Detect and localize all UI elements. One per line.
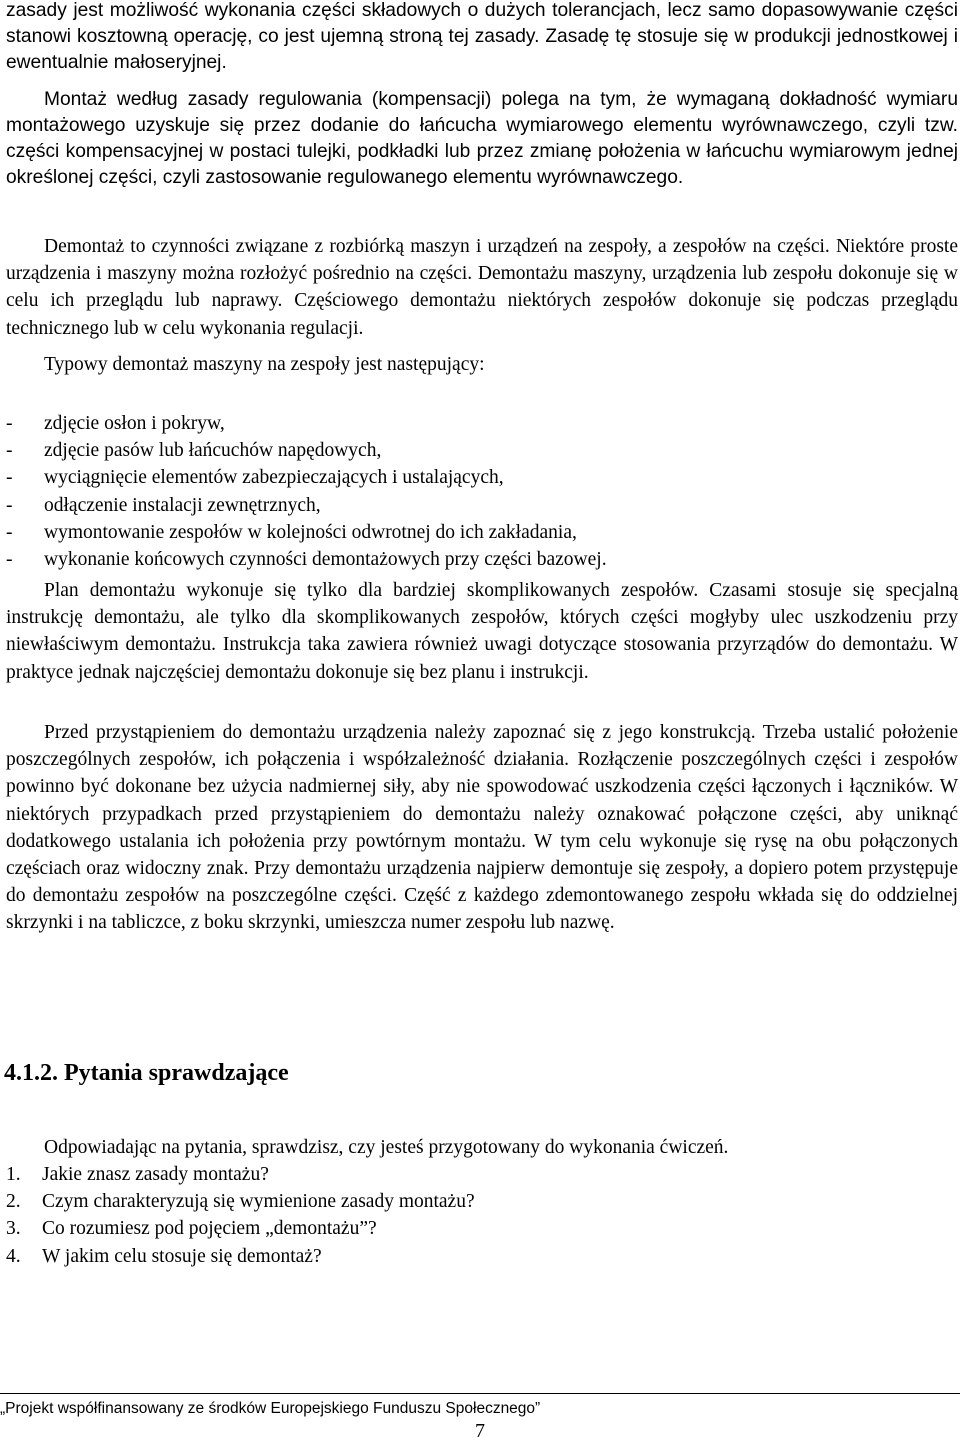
list-item	[6, 464, 607, 491]
paragraph-demontaz-definition: Demontaż to czynności związane z rozbiórką maszyn i urządzeń na zespoły, a zespołów na części. Niektóre proste urządzenia i maszyny można rozłożyć pośrednio na części. Demontażu maszyny, urządzenia lub zespołu dokonuje się w celu ich przeglądu lub naprawy. Częściowego demontażu niektórych zespołów dokonuje się podczas przeglądu technicznego lub w celu wykonania regulacji.	[6, 236, 958, 339]
questions-intro: Odpowiadając na pytania, sprawdzisz, czy jesteś przygotowany do wykonania ćwiczeń.	[44, 1137, 729, 1158]
footer-text: „Projekt współfinansowany ze środków Europejskiego Funduszu Społecznego”	[0, 1400, 541, 1417]
list-dash: -	[6, 413, 13, 434]
demontaz-steps-list	[6, 410, 607, 573]
question-text: Czym charakteryzują się wymienione zasady montażu?	[42, 1191, 475, 1213]
question-number: 4.	[6, 1245, 21, 1267]
list-item-text: zdjęcie osłon i pokryw,	[44, 413, 225, 434]
list-item-text: zdjęcie pasów lub łańcuchów napędowych,	[44, 440, 382, 462]
list-item-text: wyciągnięcie elementów zabezpieczających i ustalających,	[44, 467, 504, 489]
list-dash: -	[6, 548, 13, 570]
list-item	[6, 437, 607, 464]
paragraph-intro: zasady jest możliwość wykonania części składowych o dużych tolerancjach, lecz samo dopasowywanie części stanowi kosztowną operację, co jest ujemną stroną tej zasady. Zasadę tę stosuje się w produkcji jednostkowej i ewentualnie małoseryjnej.	[6, 0, 958, 73]
list-item	[6, 546, 607, 573]
paragraph-plan-demontazu: Plan demontażu wykonuje się tylko dla bardziej skomplikowanych zespołów. Czasami stosuje się specjalną instrukcję demontażu, ale tylko dla skomplikowanych zespołów, których części mogłyby ulec uszkodzeniu przy niewłaściwym demontażu. Instrukcja taka zawiera również uwagi dotyczące stosowania przyrządów do demontażu. W praktyce jednak najczęściej demontażu dokonuje się bez planu i instrukcji.	[6, 580, 958, 683]
question-text: W jakim celu stosuje się demontaż?	[42, 1245, 322, 1267]
page-number: 7	[475, 1420, 485, 1442]
question-number: 1.	[6, 1164, 21, 1185]
question-item	[6, 1161, 475, 1188]
question-number: 2.	[6, 1191, 21, 1213]
list-dash: -	[6, 494, 13, 516]
question-number: 3.	[6, 1218, 21, 1240]
questions-list	[6, 1161, 475, 1270]
question-text: Jakie znasz zasady montażu?	[42, 1164, 269, 1185]
question-item	[6, 1215, 475, 1242]
paragraph-montaz-regulowanie: Montaż według zasady regulowania (kompensacji) polega na tym, że wymaganą dokładność wymiaru montażowego uzyskuje się przez dodanie do łańcucha wymiarowego elementu wyrównawczego, czyli tzw. części kompensacyjnej w postaci tulejki, podkładki lub przez zmianę położenia w łańcuchu wymiarowym jednej określonej części, czyli zastosowanie regulowanego elementu wyrównawczego.	[6, 89, 958, 188]
list-item	[6, 519, 607, 546]
list-item-text: wymontowanie zespołów w kolejności odwrotnej do ich zakładania,	[44, 521, 577, 543]
list-item	[6, 492, 607, 519]
list-item-text: odłączenie instalacji zewnętrznych,	[44, 494, 321, 516]
list-dash: -	[6, 521, 13, 543]
question-item	[6, 1243, 475, 1270]
list-item-text: wykonanie końcowych czynności demontażowych przy części bazowej.	[44, 548, 607, 570]
list-dash: -	[6, 467, 13, 489]
section-heading: 4.1.2. Pytania sprawdzające	[4, 1060, 289, 1086]
question-item	[6, 1188, 475, 1215]
list-dash: -	[6, 440, 13, 462]
list-item	[6, 410, 607, 437]
question-text: Co rozumiesz pod pojęciem „demontażu”?	[42, 1218, 377, 1240]
paragraph-typowy-demontaz: Typowy demontaż maszyny na zespoły jest następujący:	[44, 354, 485, 375]
paragraph-przed-demontazem: Przed przystąpieniem do demontażu urządzenia należy zapoznać się z jego konstrukcją. Trzeba ustalić położenie poszczególnych zespołów, ich połączenia i współzależność działania. Rozłączenie poszczególnych części i zespołów powinno być dokonane bez użycia nadmiernej siły, aby nie spowodować uszkodzenia części łączonych i łączników. W niektórych przypadkach przed przystąpieniem do demontażu należy oznakować połączone części, aby uniknąć dodatkowego ustalania ich położenia przy powtórnym montażu. W tym celu wykonuje się rysę na obu połączonych częściach oraz widoczny znak. Przy demontażu urządzenia najpierw demontuje się zespoły, a dopiero potem przystępuje do demontażu zespołów na poszczególne części. Część z każdego zdemontowanego zespołu wkłada się do oddzielnej skrzynki i na tabliczce, z boku skrzynki, umieszcza numer zespołu lub nazwę.	[6, 722, 958, 934]
footer-divider	[0, 1393, 960, 1394]
